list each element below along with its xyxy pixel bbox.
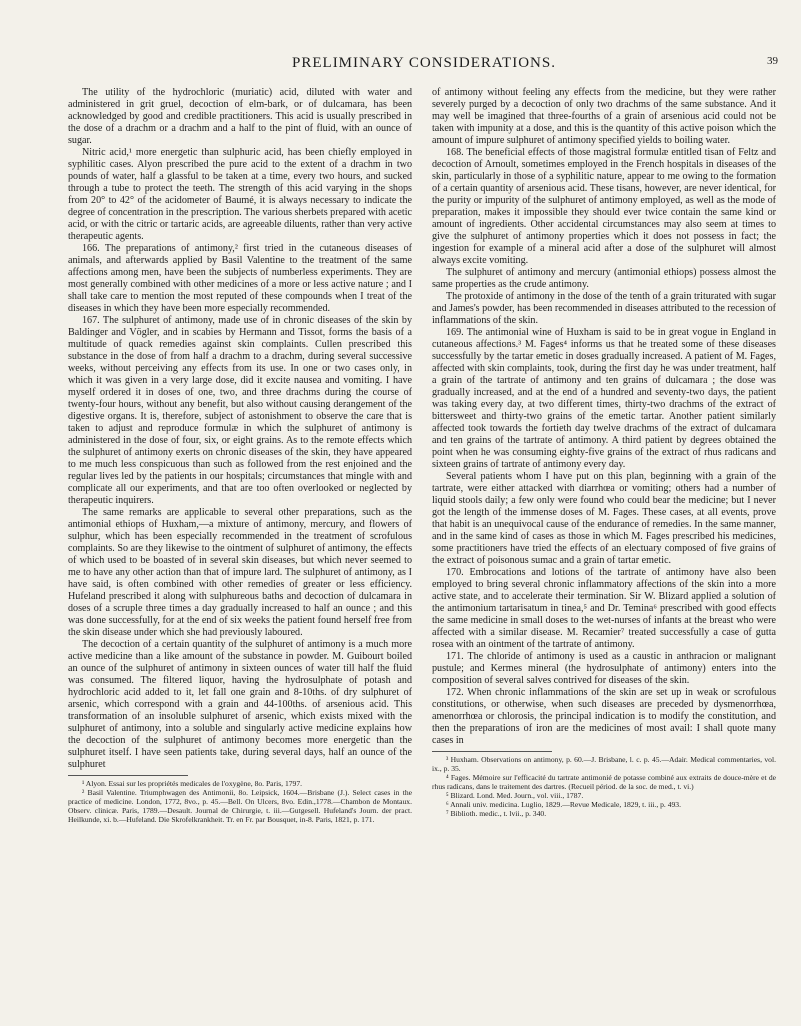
paragraph: The decoction of a certain quantity of the sulphuret of antimony is a much more active medicine than a like amount of the substance in powder. M. Guibourt boiled an ounce of the sulphuret of antimony in sixteen ounces of water till half the fluid was consumed. The filtered liquor, having the hydrosulphate of potash and hydrochloric acid added to it, let fall one grain and 8-10ths. of dry sulphuret of arsenic, which correspond with a grain and 44-100ths. of arsenious acid. This transformation of an insoluble sulphuret of arsenic, which exists mixed with the sulphuret of antimony, into a soluble and singularly active medicine explains how the decoction of the sulphuret of antimony becomes more energetic than the sulphuret itself. I have seen patients take, during several days, half an ounce of the sulphuret: [68, 639, 412, 770]
footnote: ³ Huxham. Observations on antimony, p. 60.—J. Brisbane, l. c. p. 45.—Adair. Medical commentaries, vol. ix., p. 35.: [432, 755, 776, 773]
paragraph: of antimony without feeling any effects from the medicine, but they were rather severely purged by a decoction of only two drachms of the same substance. And it may well be imagined that three-fourths of a grain of arsenious acid could not be taken with impunity at a dose, and this is the quantity of this active poison which the amount of impure sulphuret of antimony specified yields to boiling water.: [432, 87, 776, 146]
paragraph: 170. Embrocations and lotions of the tartrate of antimony have also been employed to bring several chronic inflammatory affections of the skin into a more active state, and to accelerate their termination. Sir W. Blizard applied a solution of the antimonium tartarisatum in tinea,⁵ and Dr. Temina⁶ prescribed with good effects the same medicine in small doses to the wet-nurses of infants at the breast who were affected with a similar disease. M. Recamier⁷ treated successfully a case of gutta rosea with an ointment of the tartrate of antimony.: [432, 567, 776, 650]
paragraph: The same remarks are applicable to several other preparations, such as the antimonial ethiops of Huxham,—a mixture of antimony, mercury, and flowers of sulphur, which has been especially recommended in the treatment of scrofulous complaints. So are they likewise to the ointment of sulphuret of antimony, the effects of which used to be boasted of in several skin diseases, but which never seemed to me to have any other action than that of impure lard. The sulphuret of antimony, as I have said, is often combined with other remedies of greater or less efficiency. Hufeland prescribed it along with sulphureous baths and decoction of dulcamara in doses of a scruple three times a day gradually increased to half an ounce ; and this was done successfully, for at the end of six weeks the patient found herself free from the skin disease under which she had previously laboured.: [68, 507, 412, 638]
paragraph: The utility of the hydrochloric (muriatic) acid, diluted with water and administered in grit gruel, decoction of elm-bark, or of dulcamara, has been acknowledged by good and credible practitioners. This acid is usually prescribed in the dose of a drachm or a drachm and a half to the pint of fluid, with an ounce of sugar.: [68, 87, 412, 146]
paragraph: 172. When chronic inflammations of the skin are set up in weak or scrofulous constitutions, or otherwise, when such diseases are preceded by dysmenorrhœa, amenorrhœa or chlorosis, the principal indication is to modify the constitution, and then the preparations of iron are the medicines of most avail: I shall quote many cases in: [432, 687, 776, 746]
paragraph: The protoxide of antimony in the dose of the tenth of a grain triturated with sugar and James's powder, has been recommended in diseases attributed to the recession of inflammations of the skin.: [432, 291, 776, 326]
page-number: 39: [767, 55, 778, 67]
paragraph: 168. The beneficial effects of those magistral formulæ entitled tisan of Feltz and decoction of Arnoult, sometimes employed in the French hospitals in diseases of the skin, particularly in those of a syphilitic nature, appear to me owing to the formation of a certain quantity of arsenious acid. These tisans, however, are never identical, for the purity or impurity of the sulphuret of antimony employed, as well as the mode of preparation, makes it impossible they should ever twice contain the same kind or amount of ingredients. Other accidental circumstances may also seem at times to give the sulphuret of antimony properties which it does not possess in fact; the ingestion for example of a mineral acid after a dose of the sulphuret will almost always excite vomiting.: [432, 147, 776, 266]
running-head: PRELIMINARY CONSIDERATIONS.: [292, 55, 556, 71]
footnote: ⁶ Annali univ. medicina. Luglio, 1829.—Revue Medicale, 1829, t. iii., p. 493.: [446, 800, 681, 809]
paragraph: 171. The chloride of antimony is used as a caustic in anthracion or malignant pustule; and Kermes mineral (the hydrosulphate of antimony) enters into the composition of several salves contrived for diseases of the skin.: [432, 651, 776, 686]
paragraph: Nitric acid,¹ more energetic than sulphuric acid, has been chiefly employed in syphilitic cases. Alyon prescribed the pure acid to the extent of a drachm in two pounds of water, half a glassful to be taken at a time, every two hours, and sucked through a tube to protect the teeth. The strength of this acid varying in the shops from 20° to 42° of the acidometer of Baumé, it is always necessary to indicate the degree of concentration in the prescription. The various sherbets prepared with acetic acid, or with the citric or tartaric acids, are agreeable diluents, rather than very active therapeutic agents.: [68, 147, 412, 242]
footnote: ² Basil Valentine. Triumphwagen des Antimonii, 8o. Leipsick, 1604.—Brisbane (J.). Select cases in the practice of medicine. London, 1772, 8vo., p. 45.—Bell. On Ulcers, 8vo. Edin.,1778.—Chambon de Montaux. Observ. clinicæ. Paris, 1789.—Desault. Journal de Chirurgie, t. iii.—Gutgesell. Hufeland's Journ. der pract. Heilkunde, xi. b.—Hufeland. Die Skrofelkrankheit. Tr. en Fr. par Bousquet, in-8. Paris, 1821, p. 171.: [68, 788, 412, 824]
right-column: [432, 87, 776, 1002]
paragraph: 166. The preparations of antimony,² first tried in the cutaneous diseases of animals, and afterwards applied by Basil Valentine to the treatment of the same affections among men, have been the subjects of numberless experiments. They are most generally combined with other medicines of a more or less active nature ; and I shall take care to mention the most reputed of these compounds when I treat of the diseases in which they have been more especially recommended.: [68, 243, 412, 314]
text-columns: [68, 87, 776, 1002]
paragraph: 167. The sulphuret of antimony, made use of in chronic diseases of the skin by Baldinger and Vögler, and in scabies by Hermann and Tissot, forms the basis of a multitude of quack remedies against skin complaints. Cullen prescribed this substance in the dose of from half a drachm to a drachm, during several successive weeks, without perceiving any effects from its use. In one or two cases only, in which it was given in a very large dose, did it excite nausea and vomiting. I have myself ordered it in doses of one, two, and three drachms during the course of twenty-four hours, without any benefit, but also without causing derangement of the digestive organs. It is, therefore, subject of astonishment to observe the care that is taken to adjust and reproduce formulæ in which the sulphuret of antimony is administered in the dose of four, six, or eight grains. As to the remote effects which the sulphuret of antimony exerts on chronic diseases of the skin, they have appeared to me much less conspicuous than such as followed from the rest enjoined and the regular lives led by the patients in our hospitals; circumstances that mingle with and complicate all our experiments, and that are too often overlooked or neglected by therapeutic inquirers.: [68, 315, 412, 506]
paragraph: 169. The antimonial wine of Huxham is said to be in great vogue in England in cutaneous affections.³ M. Fages⁴ informs us that he treated some of these diseases successfully by the tartar emetic in doses gradually increased. A patient of M. Fages, affected with skin complaints, took, during the first day he was under treatment, half a grain of the tartrate of antimony and ten grains of dulcamara ; the dose was gradually increased, and at the end of a hundred and seventy-two days, the patient was taking every day, at two different times, thirty-two drachms of the extract of bittersweet and thirty-two grains of the emetic tartar. Another patient similarly affected took towards the fortieth day twelve drachms of the extract of dulcamara and ten grains of the tartrate of antimony. A third patient by degrees obtained the point when he was consuming eighty-five grains of the extract of rhus radicans and sixteen grains of tartrate of antimony every day.: [432, 327, 776, 470]
footnote: ¹ Alyon. Essai sur les propriétés medicales de l'oxygène, 8o. Paris, 1797.: [82, 779, 303, 788]
page-header: [70, 55, 778, 77]
footnote: ⁴ Fages. Mémoire sur l'efficacité du tartrate antimonié de potasse combiné aux extraits de douce-mère et de rhus radicans, dans le traitement des dartres. (Recueil périod. de la soc. de med., t. vi.): [432, 773, 776, 791]
left-column: [68, 87, 412, 1002]
footnote: ⁷ Biblioth. medic., t. lvii., p. 340.: [446, 809, 547, 818]
paragraph: The sulphuret of antimony and mercury (antimonial ethiops) possess almost the same properties as the crude antimony.: [432, 267, 776, 290]
paragraph: Several patients whom I have put on this plan, beginning with a grain of the tartrate, were either attacked with diarrhœa or vomiting; others had a number of liquid stools daily; a few only were found who could bear the medicine; but I never got the length of the immense doses of M. Fages. These cases, at all events, prove that habit is an unequivocal cause of the endurance of remedies. In the same manner, and in the same kind of cases as those in which M. Fages prescribed his medicines, some practitioners have tried the effects of an electuary composed of five grains of the extract of poisonous sumac and a grain of tartar emetic.: [432, 471, 776, 566]
footnote: ⁵ Blizard. Lond. Med. Journ., vol. viii., 1787.: [446, 791, 584, 800]
